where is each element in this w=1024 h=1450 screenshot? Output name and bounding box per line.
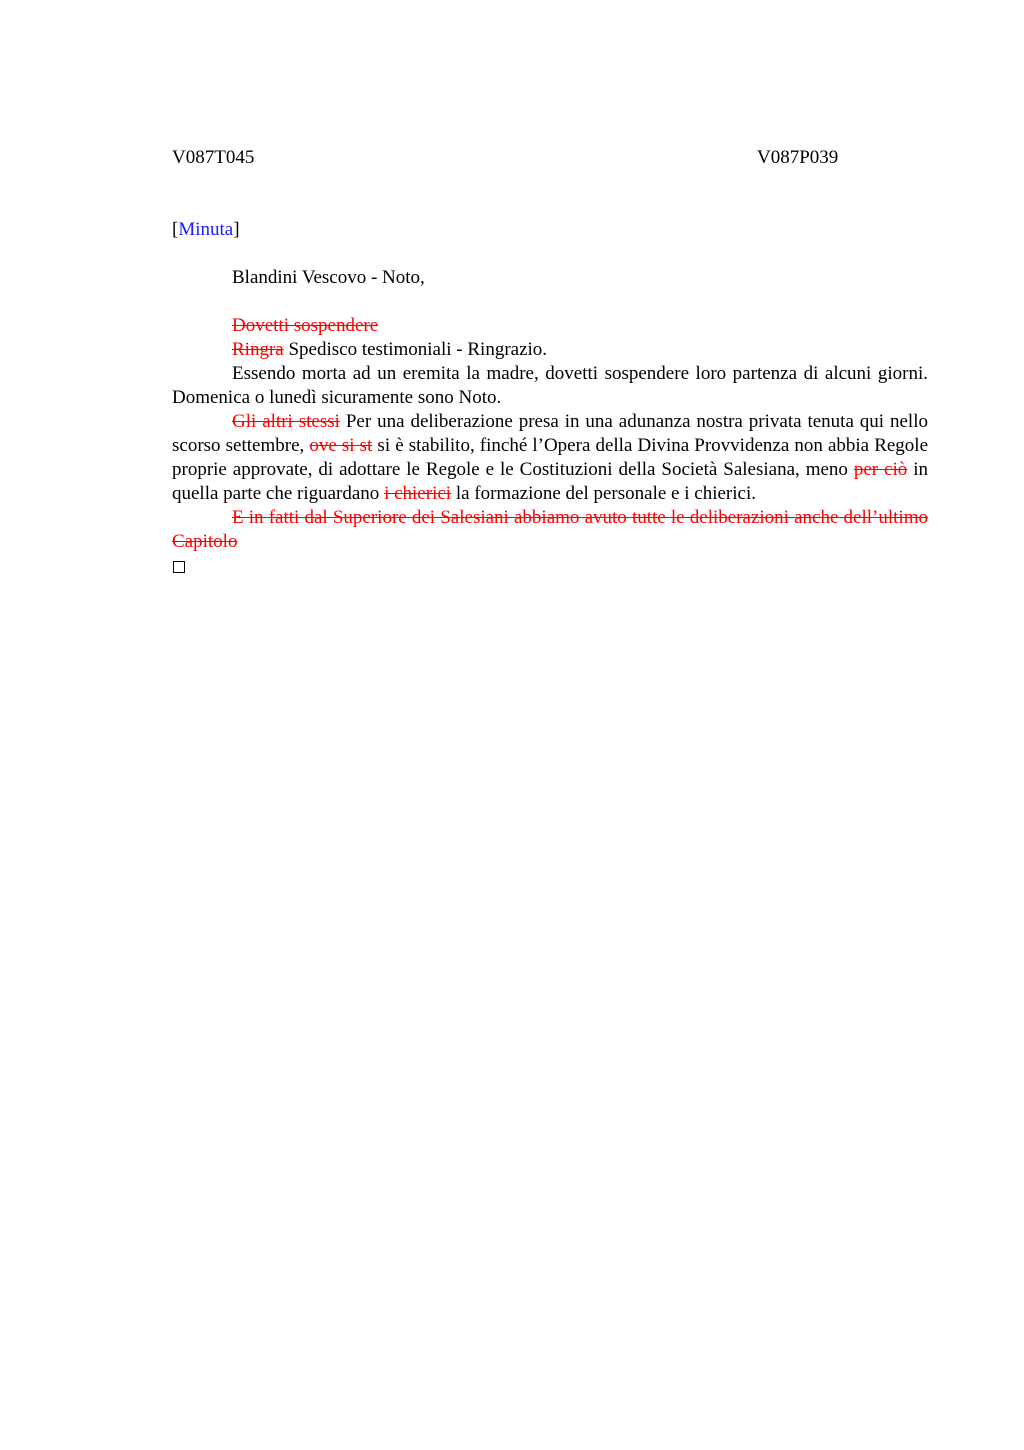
deleted-text: E in fatti dal Superiore dei Salesiani abbiamo avuto tutte le deliberazioni anche dell’ultimo Capitolo — [172, 507, 928, 552]
document-code-right: V087P039 — [757, 147, 839, 168]
paragraph-text: Per una deliberazione presa in una adunanza nostra privata tenuta qui nello scorso settembre, — [172, 411, 928, 456]
deleted-text: Gli altri stessi — [232, 411, 340, 432]
deleted-text: per ciò — [853, 459, 908, 480]
spacer — [172, 242, 928, 266]
end-marker — [172, 554, 928, 580]
document-type-label: Minuta — [178, 219, 234, 240]
document-code-left: V087T045 — [172, 147, 255, 168]
recipient-line: Blandini Vescovo - Noto, — [232, 267, 425, 288]
paragraph-text: la formazione del personale e i chierici. — [451, 483, 756, 504]
deleted-text: i chierici — [384, 483, 452, 504]
paragraph-5 — [172, 506, 928, 554]
paragraph-text: in quella parte che riguardano — [172, 459, 928, 504]
square-icon — [173, 561, 185, 573]
document-body — [172, 218, 928, 580]
deleted-text: Ringra — [232, 339, 284, 360]
document-type-line — [172, 218, 928, 242]
paragraph-2 — [172, 338, 928, 362]
paragraph-4 — [172, 410, 928, 506]
deleted-text: Dovetti sospendere — [232, 315, 379, 336]
bracket-open: [ — [172, 219, 179, 240]
deleted-text: ove si st — [309, 435, 373, 456]
spacer — [172, 290, 928, 314]
paragraph-1 — [172, 314, 928, 338]
paragraph-3: Essendo morta ad un eremita la madre, dovetti sospendere loro partenza di alcuni giorni. Domenica o lunedì sicuramente sono Noto. — [172, 363, 928, 408]
paragraph-text: si è stabilito, finché l’Opera della Divina Provvidenza non abbia Regole proprie approvate, di adottare le Regole e le Costituzioni della Società Salesiana, meno — [172, 435, 929, 480]
bracket-close: ] — [233, 219, 240, 240]
paragraph-text: Spedisco testimoniali - Ringrazio. — [283, 339, 548, 360]
